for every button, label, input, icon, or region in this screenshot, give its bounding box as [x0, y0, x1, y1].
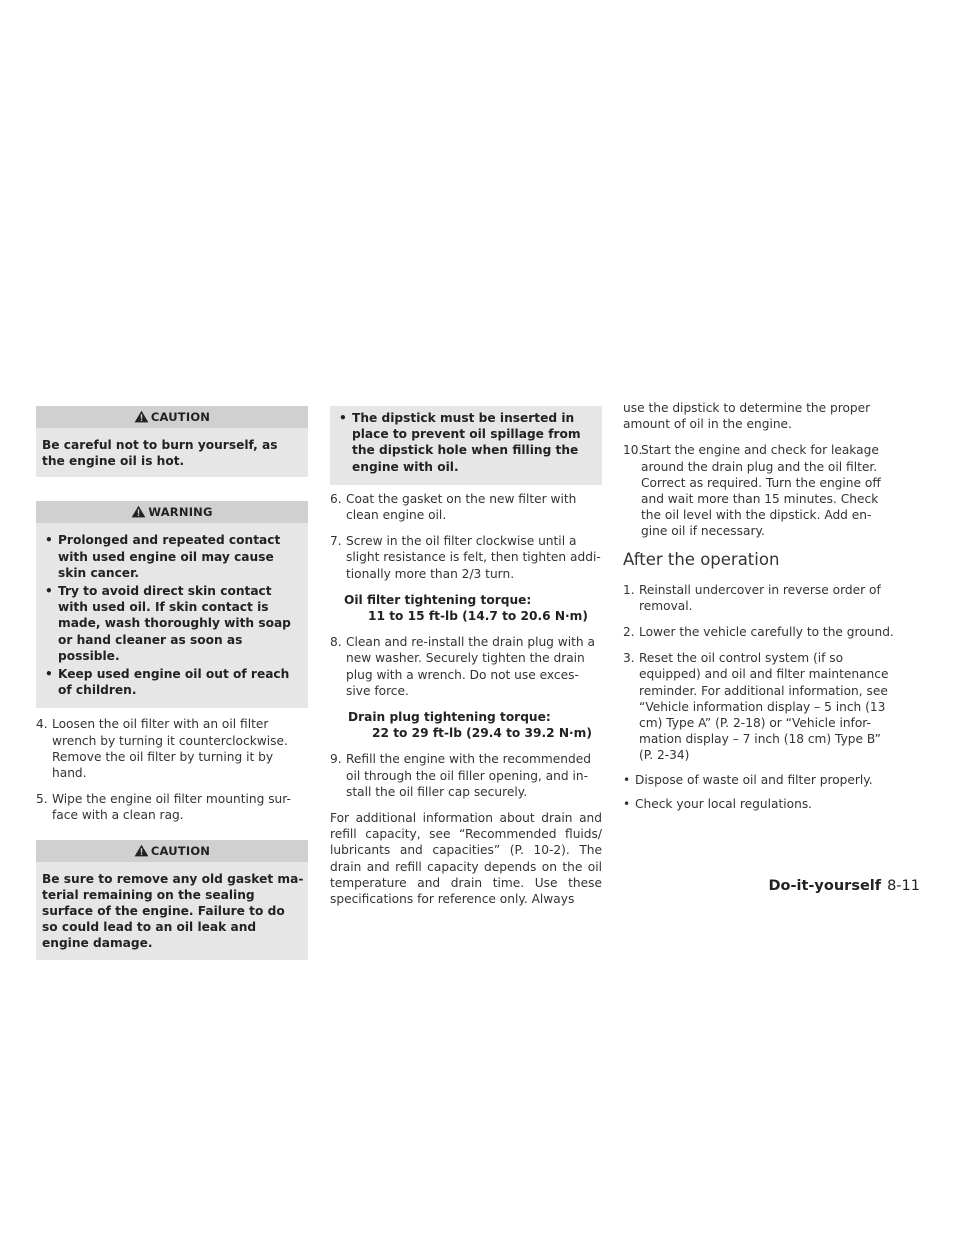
step-10: 10.Start the engine and check for leakage around the drain plug and the oil filter. Correct as required. Turn the engine off and wait more than 15 minutes. Check the oil level with the dipstick. Add en-gine oil if necessary.	[623, 443, 881, 539]
caution-header	[36, 406, 308, 428]
warning-header	[36, 501, 308, 523]
column-right	[623, 401, 896, 812]
caution-body	[330, 406, 602, 485]
bullet-item: • Check your local regulations.	[623, 796, 896, 812]
step-5: 5. Wipe the engine oil filter mounting sur-face with a clean rag.	[36, 792, 291, 823]
oil-filter-torque-spec	[344, 592, 602, 624]
caution-item: • The dipstick must be inserted in place to prevent oil spillage from the dipstick hole when filling the engine with oil.	[336, 410, 598, 475]
caution-text: Be careful not to burn yourself, as the engine oil is hot.	[42, 438, 278, 469]
step-8: 8. Clean and re-install the drain plug with a new washer. Securely tighten the drain plug with a wrench. Do not use exces-sive force.	[330, 635, 595, 698]
warning-body	[36, 523, 308, 708]
caution-title: CAUTION	[150, 410, 211, 424]
drain-plug-torque-spec	[348, 709, 602, 741]
paragraph-continued: use the dipstick to determine the proper amount of oil in the engine.	[623, 401, 871, 432]
step-4: 4. Loosen the oil filter with an oil filter wrench by turning it counterclockwise. Remove the oil filter by turning it by hand.	[36, 717, 288, 781]
warning-triangle-icon	[134, 410, 149, 423]
warning-item: • Try to avoid direct skin contact with used oil. If skin contact is made, wash thoroughly with soap or hand cleaner as soon as possible.	[42, 583, 304, 664]
spec-value: 22 to 29 ft-lb (29.4 to 39.2 N·m)	[372, 726, 592, 741]
warning-item: • Keep used engine oil out of reach of children.	[42, 666, 304, 698]
caution-header	[36, 840, 308, 862]
spec-label: Oil filter tightening torque:	[344, 592, 532, 607]
warning-title: WARNING	[148, 505, 213, 520]
section-name: Do-it-yourself	[768, 878, 882, 894]
warning-box	[36, 501, 308, 708]
caution-title: CAUTION	[150, 843, 211, 858]
warning-triangle-icon	[134, 844, 149, 857]
after-step-2: 2. Lower the vehicle carefully to the ground.	[623, 625, 894, 640]
caution-text: Be sure to remove any old gasket ma-terial remaining on the sealing surface of the engine. Failure to do so could lead to an oil leak and engine damage.	[42, 871, 304, 951]
capacity-paragraph: For additional information about drain and refill capacity, see “Recommended fluids/ lubricants and capacities” (P. 10-2). The drain and refill capacity depends on the oil temperature and drain time. Use these specifications for reference only. Always	[330, 811, 602, 907]
step-6: 6. Coat the gasket on the new filter with clean engine oil.	[330, 491, 577, 523]
caution-box-continued	[330, 406, 602, 485]
after-step-1: 1. Reinstall undercover in reverse order of removal.	[623, 582, 881, 613]
column-middle	[330, 406, 602, 907]
page-footer	[769, 878, 921, 894]
spec-label: Drain plug tightening torque:	[348, 710, 551, 725]
warning-item: • Prolonged and repeated contact with used engine oil may cause skin cancer.	[42, 532, 304, 581]
caution-box	[36, 406, 308, 477]
step-7: 7. Screw in the oil filter clockwise until a slight resistance is felt, then tighten addi-tionally more than 2/3 turn.	[330, 534, 601, 581]
page-number: 8-11	[887, 878, 920, 894]
warning-triangle-icon	[131, 505, 146, 518]
section-heading: After the operation	[623, 549, 780, 569]
column-left	[36, 406, 308, 960]
spec-value: 11 to 15 ft-lb (14.7 to 20.6 N·m)	[368, 609, 588, 624]
caution-box-2	[36, 840, 308, 960]
bullet-item: • Dispose of waste oil and filter properly.	[623, 772, 896, 788]
after-step-3: 3. Reset the oil control system (if so equipped) and oil and filter maintenance reminder. For additional information, see “Vehicle information display – 5 inch (13 cm) Type A” (P. 2-18) or “Vehicle infor-mation display – 7 inch (18 cm) Type B” (P. 2-34)	[623, 651, 889, 763]
step-9: 9. Refill the engine with the recommended oil through the oil filler opening, and in-stall the oil filler cap securely.	[330, 752, 591, 799]
